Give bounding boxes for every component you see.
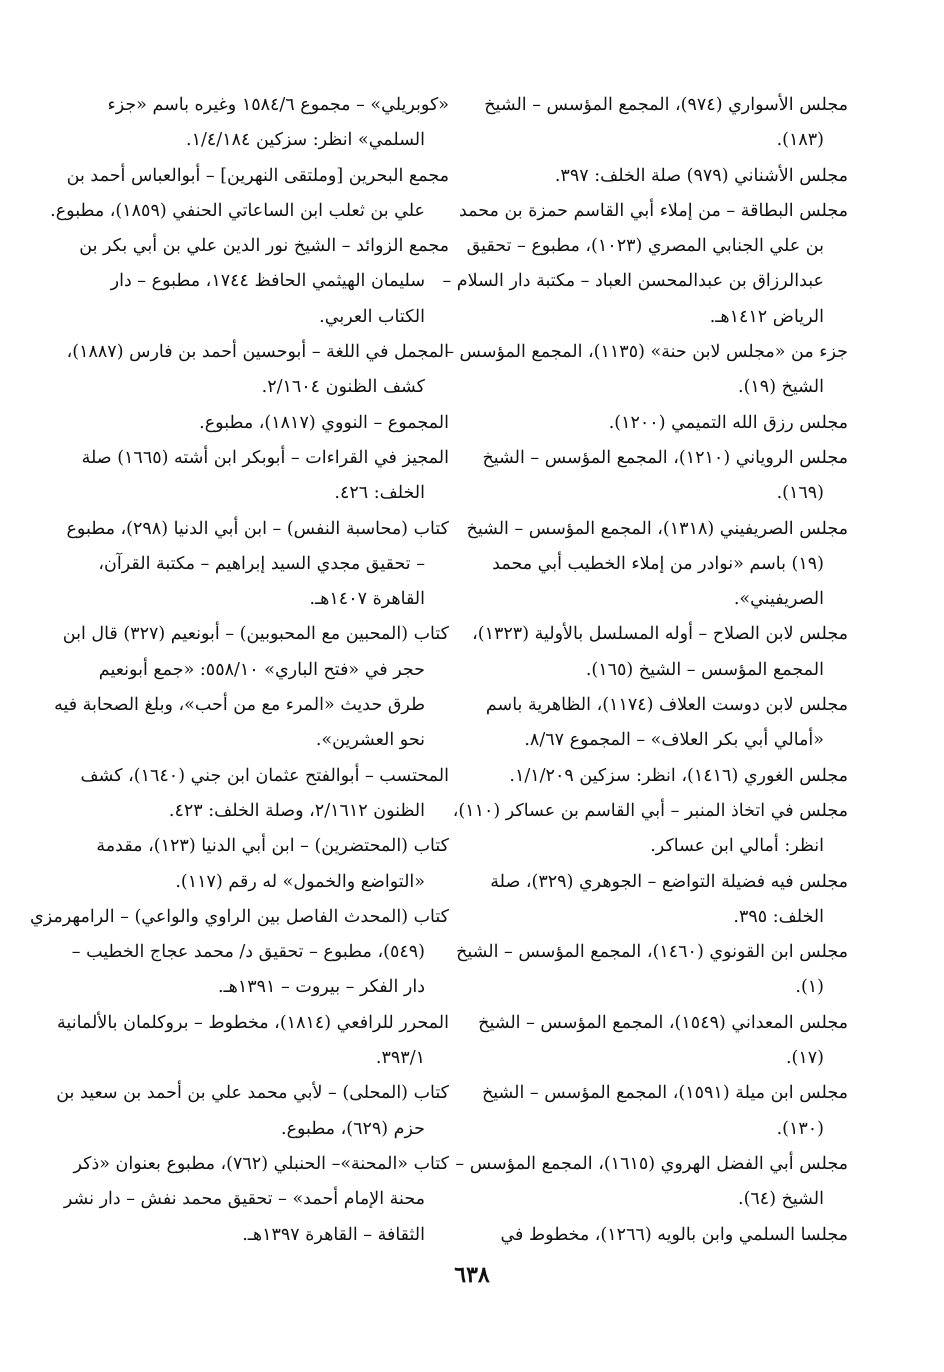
entry-line: كشف الظنون ٢/١٦٠٤. bbox=[261, 377, 425, 398]
entry-line: كتاب «المحنة»– الحنبلي (٧٦٢)، مطبوع بعنوان «ذكر bbox=[73, 1153, 449, 1174]
index-entry bbox=[79, 759, 449, 830]
entry-line: الخلف: ٤٢٦. bbox=[334, 483, 425, 504]
entry-line: مجلس ابن القونوي (١٤٦٠)، المجمع المؤسس – الشيخ bbox=[456, 942, 848, 963]
entry-line: كتاب (المحدث الفاصل بين الراوي والواعي) – الرامهرمزي bbox=[30, 906, 449, 927]
entry-line: كتاب (محاسبة النفس) – ابن أبي الدنيا (٢٩٨)، مطبوع bbox=[66, 518, 449, 539]
index-entry bbox=[481, 1076, 848, 1147]
entry-line: مجمع الزوائد – الشيخ نور الدين علي بن أبي بكر بن bbox=[79, 236, 449, 257]
entry-line: (١٨٣). bbox=[776, 130, 824, 151]
entry-line: مجلس ابن ميلة (١٥٩١)، المجمع المؤسس – الشيخ bbox=[481, 1083, 848, 1104]
entry-line: كتاب (المحبين مع المحبوبين) – أبونعيم (٣٢٧) قال ابن bbox=[62, 624, 449, 645]
index-entry bbox=[455, 1147, 848, 1218]
index-entry bbox=[445, 335, 848, 406]
index-entry bbox=[79, 406, 449, 441]
entry-line: مجلس البطاقة – من إملاء أبي القاسم حمزة بن محمد bbox=[458, 200, 848, 221]
entry-line: كتاب (المحلى) – لأبي محمد علي بن أحمد بن سعيد بن bbox=[56, 1083, 449, 1104]
entry-line: مجلس في اتخاذ المنبر – أبي القاسم بن عساكر (١١٠)، bbox=[452, 800, 848, 821]
entry-line: مجلس رزق الله التميمي (١٢٠٠). bbox=[608, 412, 848, 433]
entry-line: الشيخ (١٩). bbox=[738, 377, 824, 398]
page-number: ٦٣٨ bbox=[454, 1262, 490, 1288]
entry-line: (١٣٠). bbox=[776, 1118, 824, 1139]
entry-line: السلمي» انظر: سزكين ١/٤/١٨٤. bbox=[186, 130, 425, 151]
entry-line: «أمالي أبي بكر العلاف» – المجموع ٨/٦٧. bbox=[524, 730, 824, 751]
entry-line: حجر في «فتح الباري» ٥٥٨/١٠: «جمع أبونعيم bbox=[98, 659, 425, 680]
entry-line: مجلس لابن الصلاح – أوله المسلسل بالأولية (١٣٢٣)، bbox=[472, 624, 848, 645]
index-entry bbox=[484, 759, 848, 794]
entry-line: بن علي الجنابي المصري (١٠٢٣)، مطبوع – تحقيق bbox=[466, 236, 824, 257]
index-entry bbox=[79, 441, 449, 512]
entry-line: جزء من «مجلس لابن حنة» (١١٣٥)، المجمع المؤسس – bbox=[445, 342, 848, 363]
entry-line: مجلسا السلمي وابن بالويه (١٢٦٦)، مخطوط في bbox=[500, 1224, 848, 1245]
entry-line: محنة الإمام أحمد» – تحقيق محمد نفش – دار نشر bbox=[63, 1189, 425, 1210]
index-entry bbox=[484, 688, 848, 759]
entry-line: القاهرة ١٤٠٧هـ. bbox=[309, 589, 425, 610]
index-column-left bbox=[30, 88, 449, 1253]
entry-line: علي بن ثعلب ابن الساعاتي الحنفي (١٨٥٩)، مطبوع. bbox=[50, 200, 425, 221]
entry-line: الرياض ١٤١٢هـ. bbox=[709, 306, 824, 327]
index-entry bbox=[484, 406, 848, 441]
index-entry bbox=[484, 865, 848, 936]
index-entry bbox=[79, 88, 449, 159]
entry-line: الخلف: ٣٩٥. bbox=[733, 906, 824, 927]
entry-line: المجمل في اللغة – أبوحسين أحمد بن فارس (١٨٨٧)، bbox=[66, 342, 449, 363]
index-entry bbox=[66, 335, 449, 406]
entry-line: مجلس الأشناني (٩٧٩) صلة الخلف: ٣٩٧. bbox=[554, 165, 848, 186]
entry-line: (١٧). bbox=[785, 1048, 824, 1069]
entry-line: مجلس الصريفيني (١٣١٨)، المجمع المؤسس – الشيخ bbox=[466, 518, 848, 539]
entry-line: «كوبريلي» – مجموع ١٥٨٤/٦ وغيره باسم «جزء bbox=[107, 95, 449, 115]
index-entry bbox=[484, 159, 848, 194]
entry-line: حزم (٦٢٩)، مطبوع. bbox=[281, 1118, 425, 1139]
index-entry bbox=[57, 1006, 449, 1077]
entry-line: طرق حديث «المرء مع من أحب»، وبلغ الصحابة فيه bbox=[54, 695, 425, 716]
entry-line: المجموع – النووي (١٨١٧)، مطبوع. bbox=[199, 412, 449, 433]
index-entry bbox=[484, 1218, 848, 1253]
entry-line: مجلس المعداني (١٥٤٩)، المجمع المؤسس – الشيخ bbox=[478, 1012, 848, 1033]
entry-line: دار الفكر – بيروت – ١٣٩١هـ. bbox=[217, 977, 425, 998]
entry-line: المحتسب – أبوالفتح عثمان ابن جني (١٦٤٠)، كشف bbox=[80, 765, 449, 786]
entry-line: الثقافة – القاهرة ١٣٩٧هـ. bbox=[242, 1224, 425, 1245]
entry-line: المجيز في القراءات – أبوبكر ابن أشته (١٦٦٥) صلة bbox=[81, 447, 449, 468]
entry-line: المجمع المؤسس – الشيخ (١٦٥). bbox=[585, 659, 824, 680]
index-entry bbox=[66, 512, 449, 618]
entry-line: (١٦٩). bbox=[776, 483, 824, 504]
index-entry bbox=[472, 617, 848, 688]
entry-line: – تحقيق مجدي السيد إبراهيم – مكتبة القرآن، bbox=[98, 553, 425, 574]
entry-line: مجلس الروياني (١٢١٠)، المجمع المؤسس – الشيخ bbox=[482, 447, 848, 468]
entry-line: مجلس لابن دوست العلاف (١١٧٤)، الظاهرية باسم bbox=[485, 695, 848, 716]
entry-line: الكتاب العربي. bbox=[319, 306, 425, 327]
entry-line: انظر: أمالي ابن عساكر. bbox=[650, 836, 824, 857]
entry-line: الصريفيني». bbox=[733, 589, 824, 610]
entry-line: مجلس أبي الفضل الهروي (١٦١٥)، المجمع المؤسس – bbox=[455, 1153, 848, 1174]
index-entry bbox=[484, 441, 848, 512]
index-entry bbox=[478, 1006, 848, 1077]
entry-line: نحو العشرين». bbox=[315, 730, 425, 751]
entry-line: «التواضع والخمول» له رقم (١١٧). bbox=[175, 871, 425, 892]
entry-line: (٥٤٩)، مطبوع – تحقيق د/ محمد عجاج الخطيب – bbox=[71, 942, 425, 963]
index-entry bbox=[452, 794, 848, 865]
entry-line: (١). bbox=[795, 977, 824, 998]
entry-line: مجلس فيه فضيلة التواضع – الجوهري (٣٢٩)، صلة bbox=[490, 871, 848, 892]
index-column-right bbox=[442, 88, 848, 1253]
index-entry bbox=[54, 617, 449, 758]
entry-line: المحرر للرافعي (١٨١٤)، مخطوط – بروكلمان بالألمانية bbox=[57, 1012, 449, 1033]
entry-line: الظنون ٢/١٦١٢، وصلة الخلف: ٤٢٣. bbox=[168, 800, 425, 821]
index-entry bbox=[30, 900, 449, 1006]
index-entry bbox=[456, 935, 848, 1006]
entry-line: سليمان الهيثمي الحافظ ١٧٤٤، مطبوع – دار bbox=[110, 271, 425, 292]
index-entry bbox=[63, 1147, 449, 1253]
entry-line: مجلس الأسواري (٩٧٤)، المجمع المؤسس – الشيخ bbox=[484, 95, 848, 115]
entry-line: كتاب (المحتضرين) – ابن أبي الدنيا (١٢٣)، مقدمة bbox=[96, 836, 449, 857]
index-entry bbox=[79, 829, 449, 900]
entry-line: مجلس الغوري (١٤١٦)، انظر: سزكين ١/١/٢٠٩. bbox=[509, 765, 848, 786]
entry-line: ٣٩٣/١. bbox=[375, 1048, 425, 1069]
entry-line: عبدالرزاق بن عبدالمحسن العباد – مكتبة دار السلام – bbox=[442, 271, 824, 292]
index-entry bbox=[79, 229, 449, 335]
entry-line: (١٩) باسم «نوادر من إملاء الخطيب أبي محمد bbox=[492, 553, 824, 574]
index-entry bbox=[50, 159, 449, 230]
index-entry bbox=[484, 88, 848, 159]
entry-line: مجمع البحرين [وملتقى النهرين] – أبوالعباس أحمد بن bbox=[66, 165, 449, 186]
index-entry bbox=[466, 512, 848, 618]
index-entry bbox=[56, 1076, 449, 1147]
entry-line: الشيخ (٦٤). bbox=[738, 1189, 824, 1210]
index-entry bbox=[442, 194, 848, 335]
